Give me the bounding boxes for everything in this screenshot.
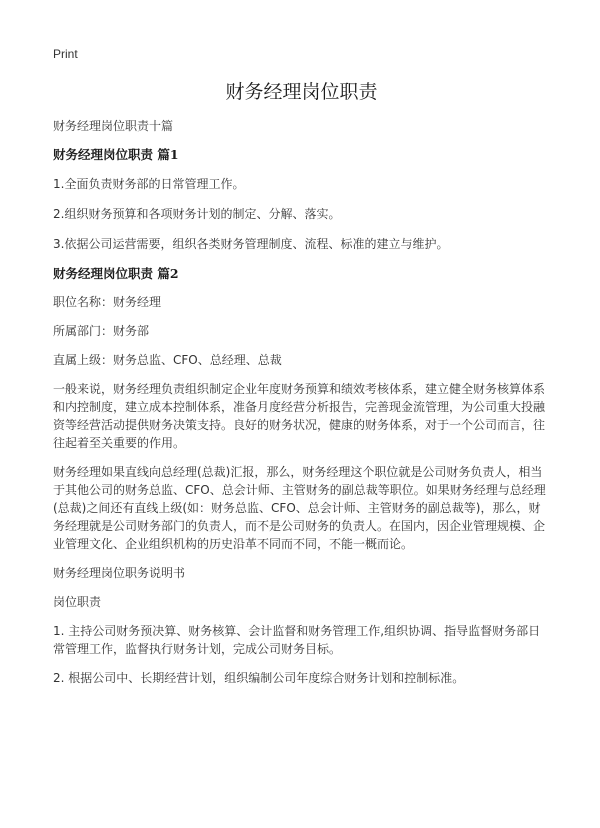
section-heading: 财务经理岗位职责 篇2 [53,266,179,281]
paragraph: 财务经理如果直线向总经理(总裁)汇报，那么，财务经理这个职位就是公司财务负责人，相当于其他公司的财务总监、CFO、总会计师、主管财务的副总裁等职位。如果财务经理与总经理(总裁)之间还有直线上级(如：财务总监、CFO、总会计师、主管财务的副总裁等)，那么，财务经理就是公司财务部门的负责人，而不是公司财务的负责人。在国内，因企业管理规模、企业管理文化、企业组织机构的历史沿革不同而不同，不能一概而论。 [53,465,546,551]
paragraph: 一般来说，财务经理负责组织制定企业年度财务预算和绩效考核体系，建立健全财务核算体系和内控制度，建立成本控制体系，准备月度经营分析报告，完善现金流管理，为公司重大投融资等经营活动提供财务决策支持。良好的财务状况，健康的财务体系，对于一个公司而言，往往起着至关重要的作用。 [53,382,546,450]
department-line: 所属部门：财务部 [53,324,150,338]
paragraph: 2.组织财务预算和各项财务计划的制定、分解、落实。 [53,207,341,221]
supervisor-line: 直属上级：财务总监、CFO、总经理、总裁 [53,353,282,367]
duty-item: 2. 根据公司中、长期经营计划，组织编制公司年度综合财务计划和控制标准。 [53,671,465,685]
job-title-line: 职位名称：财务经理 [53,295,162,309]
document-title: 财务经理岗位职责 [225,81,378,103]
section-heading: 财务经理岗位职责 篇1 [53,147,179,162]
section-2 [53,265,550,687]
paragraph: 1.全面负责财务部的日常管理工作。 [53,177,245,191]
duty-item: 1. 主持公司财务预决算、财务核算、会计监督和财务管理工作,组织协调、指导监督财务部日常管理工作，监督执行财务计划，完成公司财务目标。 [53,624,541,656]
document-subtitle: 财务经理岗位职责十篇 [53,119,174,133]
duties-label: 岗位职责 [53,595,102,609]
section-1 [53,146,550,253]
job-description-title: 财务经理岗位职务说明书 [53,566,186,580]
paragraph: 3.依据公司运营需要，组织各类财务管理制度、流程、标准的建立与维护。 [53,237,449,251]
print-link[interactable]: Print [53,47,78,61]
